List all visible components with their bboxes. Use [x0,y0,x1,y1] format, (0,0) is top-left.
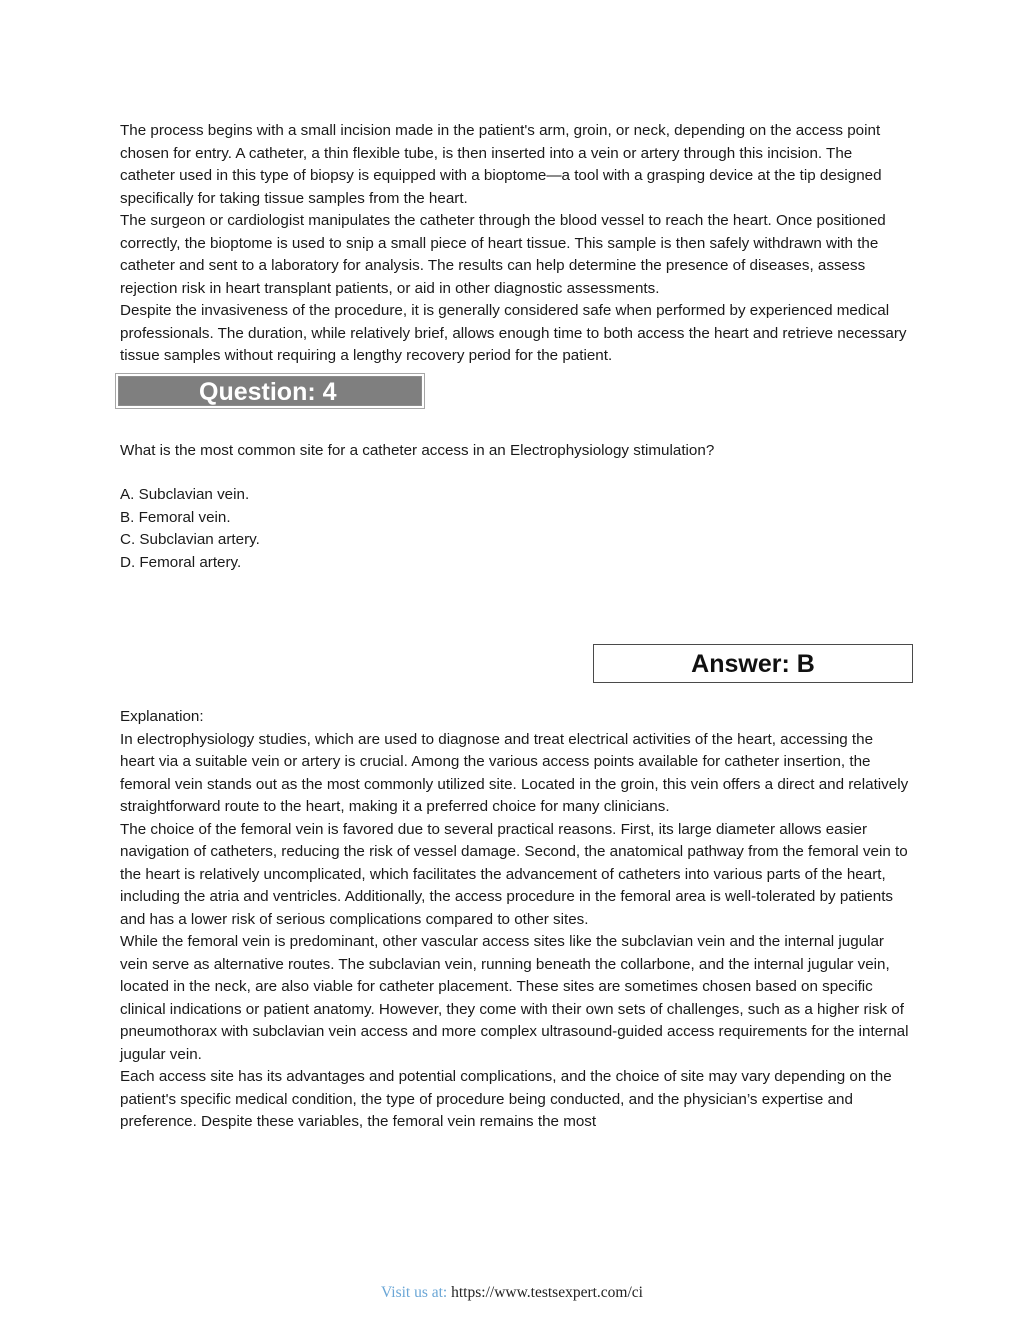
option-a: A. Subclavian vein. [120,486,250,503]
option-c: C. Subclavian artery. [120,531,260,548]
answer-label: Answer: B [691,650,815,678]
explanation-paragraph-4: Each access site has its advantages and potential complications, and the choice of site may vary depending on the patient's specific medical condition, the type of procedure being conducted, and the physician’s expertise and preference. Despite these variables, the femoral vein remains the most [120,1068,892,1130]
footer-label: Visit us at: [381,1284,448,1301]
footer-url-link[interactable]: https://www.testsexpert.com/ci [451,1284,643,1301]
option-d: D. Femoral artery. [120,553,242,571]
page-content [120,120,910,590]
intro-paragraph-1: The process begins with a small incision made in the patient's arm, groin, or neck, depending on the access point chosen for entry. A catheter, a thin flexible tube, is then inserted into a vein or artery through this incision. The catheter used in this type of biopsy is equipped with a bioptome—a tool with a grasping device at the tip designed specifically for taking tissue samples from the heart. [120,122,882,207]
question-text: What is the most common site for a catheter access in an Electrophysiology stimulation? [120,441,715,459]
explanation-paragraph-1: In electrophysiology studies, which are used to diagnose and treat electrical activities of the heart, accessing the heart via a suitable vein or artery is crucial. Among the various access points available for catheter insertion, the femoral vein stands out as the most commonly utilized site. Located in the groin, this vein offers a direct and relatively straightforward route to the heart, making it a preferred choice for many clinicians. [120,730,909,815]
explanation-heading: Explanation: [120,708,204,725]
explanation-paragraph-2: The choice of the femoral vein is favored due to several practical reasons. First, its large diameter allows easier navigation of catheters, reducing the risk of vessel damage. Second, the anatomical pathway from the femoral vein to the heart is relatively uncomplicated, which facilitates the advancement of catheters into various parts of the heart, including the atria and ventricles. Additionally, the access procedure in the femoral area is well-tolerated by patients and has a lower risk of serious complications compared to other sites. [120,820,908,928]
explanation-section [120,706,910,1134]
answer-options [120,484,910,574]
question-title: Question: 4 [199,377,337,406]
option-b: B. Femoral vein. [120,508,231,526]
intro-paragraph-3: Despite the invasiveness of the procedure, it is generally considered safe when performed by experienced medical professionals. The duration, while relatively brief, allows enough time to both access the heart and retrieve necessary tissue samples without requiring a lengthy recovery period for the patient. [120,302,907,364]
answer-box [593,644,913,683]
question-banner [115,373,425,409]
explanation-paragraph-3: While the femoral vein is predominant, other vascular access sites like the subclavian vein and the internal jugular vein serve as alternative routes. The subclavian vein, running beneath the collarbone, and the internal jugular vein, located in the neck, are also viable for catheter placement. These sites are sometimes chosen based on specific clinical indications or patient anatomy. However, they come with their own sets of challenges, such as a higher risk of pneumothorax with subclavian vein access and more complex ultrasound-guided access requirements for the internal jugular vein. [120,933,909,1063]
footer [0,1284,1024,1302]
intro-paragraph-2: The surgeon or cardiologist manipulates the catheter through the blood vessel to reach the heart. Once positioned correctly, the bioptome is used to snip a small piece of heart tissue. This sample is then safely withdrawn with the catheter and sent to a laboratory for analysis. The results can help determine the presence of diseases, assess rejection risk in heart transplant patients, or aid in other diagnostic assessments. [120,212,886,297]
